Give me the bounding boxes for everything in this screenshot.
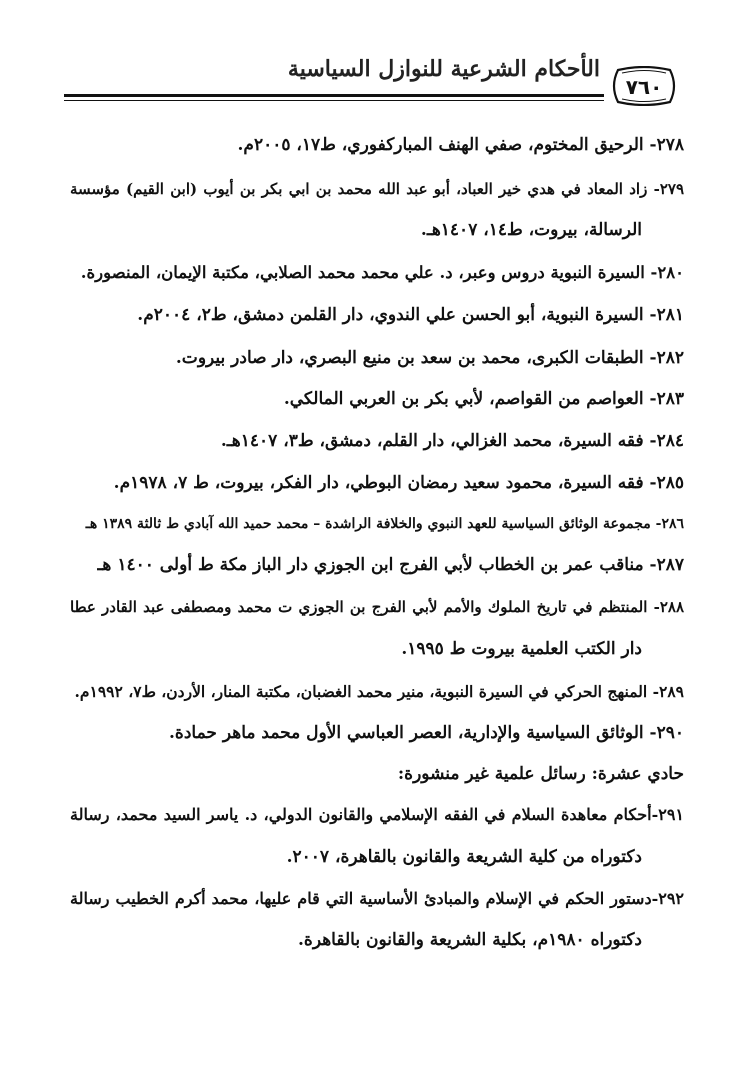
entry-288-continued: دار الكتب العلمية بيروت ط ١٩٩٥. [401, 639, 642, 659]
entry-281: ٢٨١- السيرة النبوية، أبو الحسن علي الندوي، دار القلمن دمشق، ط٢، ٢٠٠٤م. [137, 305, 684, 325]
entry-291: ٢٩١-أحكام معاهدة السلام في الفقه الإسلامي والقانون الدولي، د. ياسر السيد محمد، رسالة [70, 805, 684, 824]
entry-279-continued: الرسالة، بيروت، ط١٤، ١٤٠٧هـ. [420, 220, 642, 240]
entry-286: ٢٨٦- مجموعة الوثائق السياسية للعهد النبوي والخلافة الراشدة – محمد حميد الله آبادي ط ثالثة ١٣٨٩ هـ [85, 516, 684, 532]
entry-285: ٢٨٥- فقه السيرة، محمود سعيد رمضان البوطي، دار الفكر، بيروت، ط ٧، ١٩٧٨م. [113, 473, 684, 493]
entry-282: ٢٨٢- الطبقات الكبرى، محمد بن سعد بن منيع البصري، دار صادر بيروت. [175, 348, 684, 368]
entry-278: ٢٧٨- الرحيق المختوم، صفي الهنف المباركفوري، ط١٧، ٢٠٠٥م. [237, 135, 684, 155]
entry-290: ٢٩٠- الوثائق السياسية والإدارية، العصر العباسي الأول محمد ماهر حمادة. [169, 723, 684, 743]
entry-292: ٢٩٢-دستور الحكم في الإسلام والمبادئ الأساسية التي قام عليها، محمد أكرم الخطيب رسالة [70, 889, 684, 908]
entry-283: ٢٨٣- العواصم من القواصم، لأبي بكر بن العربي المالكي. [283, 389, 684, 409]
header-rule [64, 94, 604, 97]
entry-291-continued: دكتوراه من كلية الشريعة والقانون بالقاهرة، ٢٠٠٧. [286, 847, 642, 867]
entry-280: ٢٨٠- السيرة النبوية دروس وعبر، د. علي محمد محمد الصلابي، مكتبة الإيمان، المنصورة. [80, 263, 684, 282]
running-header-title: الأحكام الشرعية للنوازل السياسية [287, 56, 600, 82]
entry-287: ٢٨٧- مناقب عمر بن الخطاب لأبي الفرج ابن الجوزي دار الباز مكة ط أولى ١٤٠٠ هـ [97, 555, 684, 575]
entry-289: ٢٨٩- المنهج الحركي في السيرة النبوية، منير محمد الغضبان، مكتبة المنار، الأردن، ط٧، ١٩٩٢م. [74, 682, 684, 701]
entry-288: ٢٨٨- المنتظم في تاريخ الملوك والأمم لأبي الفرج بن الجوزي ت محمد ومصطفى عبد القادر عطا [70, 598, 684, 616]
entry-284: ٢٨٤- فقه السيرة، محمد الغزالي، دار القلم، دمشق، ط٣، ١٤٠٧هـ. [220, 431, 684, 451]
entry-279: ٢٧٩- زاد المعاد في هدي خير العباد، أبو عبد الله محمد بن ابي بكر بن أيوب (ابن القيم) مؤسسة [70, 180, 684, 198]
section-heading: حادي عشرة: رسائل علمية غير منشورة: [397, 764, 684, 784]
header-rule-thin [64, 100, 604, 101]
entry-292-continued: دكتوراه ١٩٨٠م، بكلية الشريعة والقانون بالقاهرة. [298, 930, 642, 950]
page-number: ٧٦٠ [625, 75, 663, 99]
